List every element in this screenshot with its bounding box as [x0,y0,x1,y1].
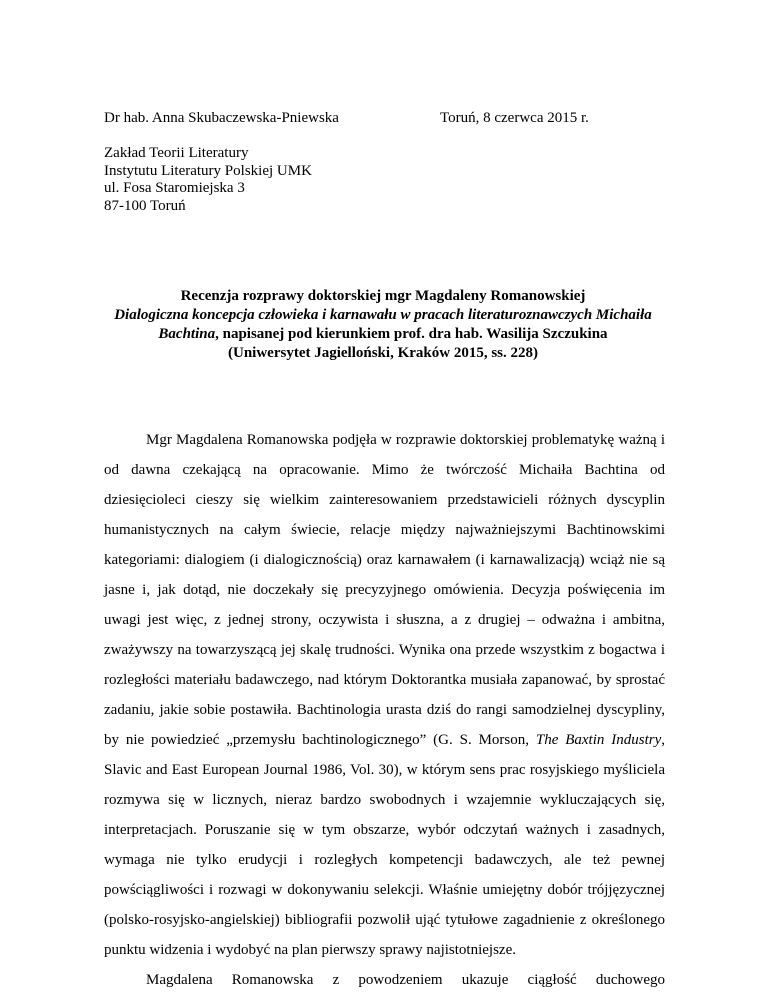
review-title [100,287,666,363]
cited-title: The Baxtin Industry [535,732,662,748]
title-publication: (Uniwersytet Jagielloński, Kraków 2015, ss. 228) [228,345,538,361]
paragraph-text: , Slavic and East European Journal 1986, Vol. 30), w którym sens prac rosyjskiego myśliciela rozmywa się w licznych, nieraz bardzo swobodnych i wzajemnie wykluczających się, interpretacjach. Poruszanie się w tym obszarze, wybór odczytań ważnych i zasadnych, wymaga nie tylko erudycji i rozległych kompetencji badawczych, ale też pewnej powściągliwości i rozwagi w dokonywaniu selekcji. Właśnie umiejętny dobór trójjęzycznej (polsko-rosyjsko-angielskiej) bibliografii pozwolił ująć tytułowe zagadnienie z określonego punktu widzenia i wydobyć na plan pierwszy sprawy najistotniejsze. [104,732,665,958]
affiliation-line: ul. Fosa Staromiejska 3 [104,180,245,196]
affiliation-line: Instytutu Literatury Polskiej UMK [104,162,312,179]
affiliation-line: Zakład Teorii Literatury [104,145,249,161]
paragraph [104,425,665,965]
paragraph: Magdalena Romanowska z powodzeniem ukazuje ciągłość duchowego [146,972,665,988]
supervisor-text: , napisanej pod kierunkiem prof. dra hab. Wasilija Szczukina [215,326,608,342]
place-and-date: Toruń, 8 czerwca 2015 r. [440,110,589,126]
dissertation-title: Dialogiczna koncepcja człowieka i karnawału w pracach literaturoznawczych Michaiła Bachtina [114,307,652,342]
author-name: Dr hab. Anna Skubaczewska-Pniewska [104,110,339,126]
affiliation-block [104,145,312,215]
title-dissertation [100,306,666,344]
title-line: Recenzja rozprawy doktorskiej mgr Magdaleny Romanowskiej [180,288,586,304]
paragraph-text: Mgr Magdalena Romanowska podjęła w rozprawie doktorskiej problematykę ważną i od dawna czekającą na opracowanie. Mimo że twórczość Michaiła Bachtina od dziesięcioleci cieszy się wielkim zainteresowaniem przedstawicieli różnych dyscyplin humanistycznych na całym świecie, relacje między najważniejszymi Bachtinowskimi kategoriami: dialogiem (i dialogicznością) oraz karnawałem (i karnawalizacją) wciąż nie są jasne i, jak dotąd, nie doczekały się precyzyjnego omówienia. Decyzja poświęcenia im uwagi jest więc, z jednej strony, oczywista i słuszna, a z drugiej – odważna i ambitna, zważywszy na towarzyszącą jej skalę trudności. Wynika ona przede wszystkim z bogactwa i rozległości materiału badawczego, nad którym Doktorantka musiała zapanować, by sprostać zadaniu, jakie sobie postawiła. Bachtinologia urasta dziś do rangi samodzielnej dyscypliny, by nie powiedzieć „przemysłu bachtinologicznego” (G. S. Morson, [104,432,665,748]
review-body [104,425,665,995]
affiliation-line: 87-100 Toruń [104,197,186,214]
